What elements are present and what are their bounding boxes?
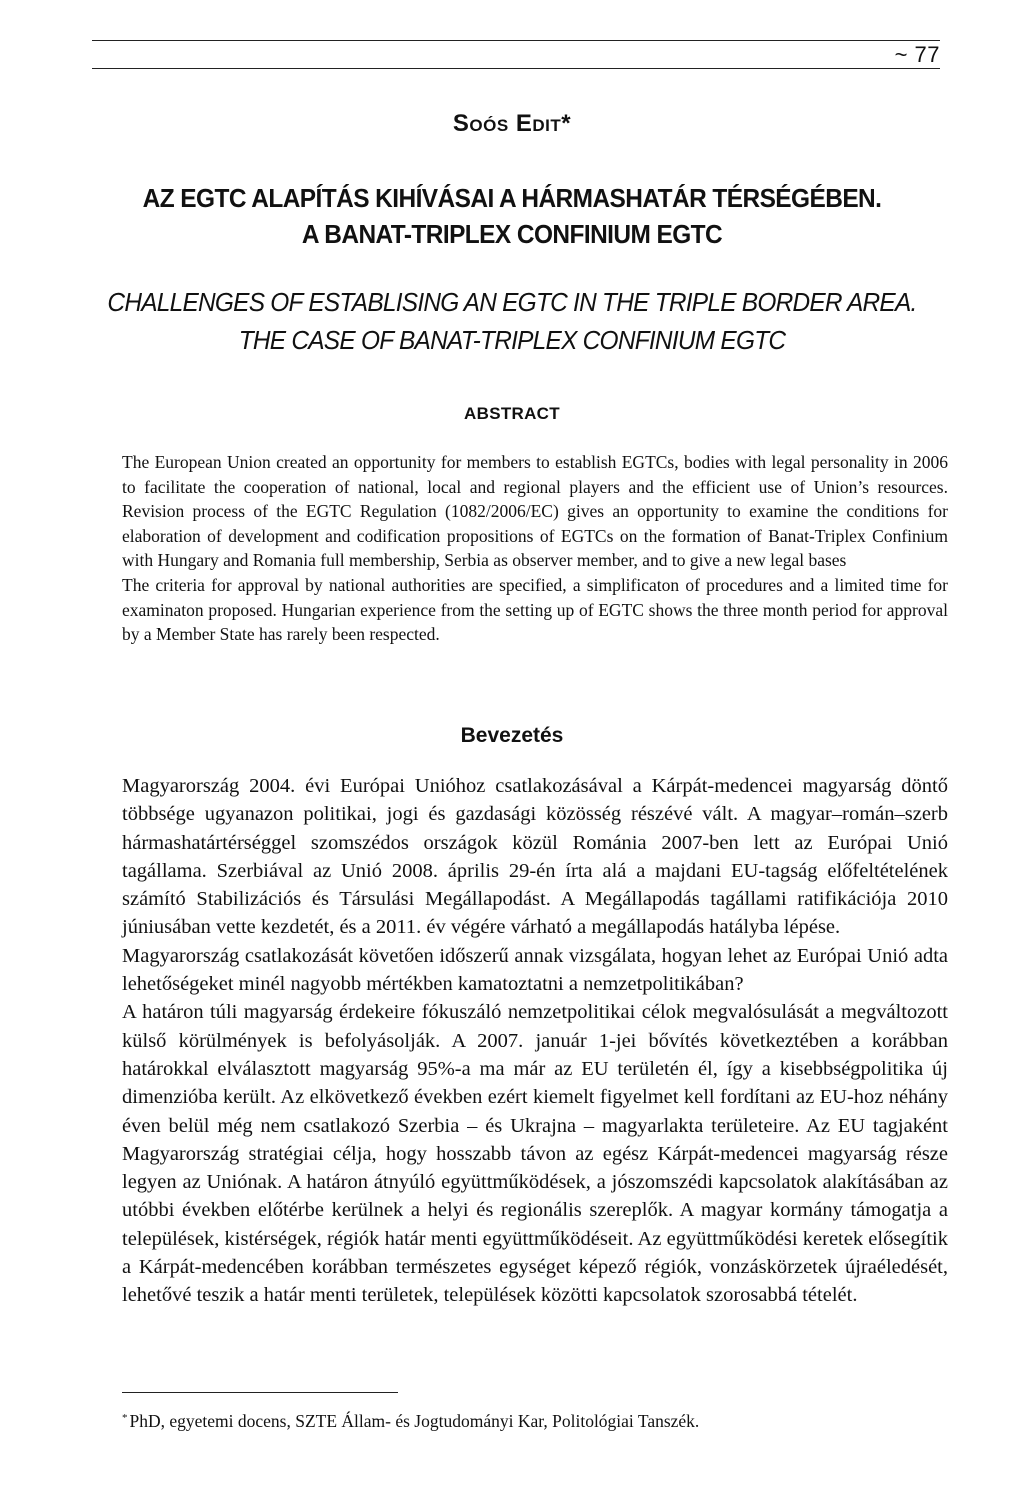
- title-english: [31, 283, 994, 359]
- title-english-line-2: THE CASE OF BANAT-TRIPLEX CONFINIUM EGTC: [238, 325, 786, 355]
- header-rule-bottom: [92, 68, 940, 69]
- footnote-text: PhD, egyetemi docens, SZTE Állam- és Jogtudományi Kar, Politológiai Tanszék.: [129, 1411, 700, 1431]
- section-heading-introduction: Bevezetés: [460, 724, 564, 747]
- footnote-marker: *: [122, 1412, 128, 1424]
- footnote: [122, 1411, 699, 1432]
- body-paragraph-1: Magyarország 2004. évi Európai Unióhoz csatlakozásával a Kárpát-medencei magyarság döntő többsége ugyanazon politikai, jogi és gazdasági közösség részévé vált. A magyar–román–szerb hármashatártérséggel szomszédos országok közül Románia 2007-ben lett az Európai Unió tagállama. Szerbiával az Unió 2008. április 29-én írta alá a majdani EU-tagság előfeltételének számító Stabilizációs és Társulási Megállapodást. A Megállapodás tagállami ratifikációja 2010 júniusában vette kezdetét, és a 2011. év végére várható a megállapodás hatályba lépése.: [122, 775, 948, 939]
- footnote-separator: [122, 1392, 398, 1393]
- title-hungarian-line-1: AZ EGTC ALAPÍTÁS KIHÍVÁSAI A HÁRMASHATÁR TÉRSÉGÉBEN.: [142, 183, 882, 213]
- abstract-body: [122, 450, 948, 647]
- body-paragraph-3: A határon túli magyarság érdekeire fókuszáló nemzetpolitikai célok megvalósulását a megváltozott külső körülmények is befolyásolják. A 2007. január 1-jei bővítés következtében a korábban határokkal elválasztott magyarság 95%-a ma már az EU területén él, így a kisebbségpolitika új dimenzióba került. Az elkövetkező években ezért kiemelt figyelmet kell fordítani az EU-hoz néhány éven belül még nem csatlakozó Szerbia – és Ukrajna – magyarlakta területeire. Az EU tagjaként Magyarország stratégiai célja, hogy hosszabb távon az egész Kárpát-medencei magyarság része legyen az Uniónak. A határon átnyúló együttműködések, a jószomszédi kapcsolatok alakításában az utóbbi években előtérbe kerülnek a helyi és regionális szereplők. A magyar kormány támogatja a települések, kistérségek, régiók határ menti együttműködéseit. Az együttműködési keretek elősegítik a Kárpát-medencében korábban természetes egységet képező régiók, vonzáskörzetek újraéledését, lehetővé teszik a határ menti területek, települések közötti kapcsolatok szorosabbá tételét.: [122, 1001, 948, 1307]
- introduction-body: [122, 772, 948, 1310]
- abstract-paragraph-1: The European Union created an opportunity for members to establish EGTCs, bodies with legal personality in 2006 to facilitate the cooperation of national, local and regional players and the efficient use of Union’s resources. Revision process of the EGTC Regulation (1082/2006/EC) gives an opportunity to examine the conditions for elaboration of development and codification propositions of EGTCs on the formation of Banat-Triplex Confinium with Hungary and Romania full membership, Serbia as observer member, and to give a new legal bases: [122, 452, 948, 571]
- header-rule-top: [92, 40, 940, 41]
- title-hungarian-line-2: A BANAT-TRIPLEX CONFINIUM EGTC: [301, 219, 723, 249]
- page-number: ~ 77: [894, 42, 940, 67]
- author-name: Soós Edit*: [452, 110, 572, 137]
- body-paragraph-2: Magyarország csatlakozását követően időszerű annak vizsgálata, hogyan lehet az Európai Unió adta lehetőségeket minél nagyobb mértékben kamatoztatni a nemzetpolitikában?: [122, 944, 948, 996]
- abstract-paragraph-2: The criteria for approval by national authorities are specified, a simplificaton of procedures and a limited time for examinaton proposed. Hungarian experience from the setting up of EGTC shows the three month period for approval by a Member State has rarely been respected.: [122, 574, 948, 645]
- abstract-heading: ABSTRACT: [464, 404, 560, 423]
- title-hungarian: [31, 180, 994, 252]
- title-english-line-1: CHALLENGES OF ESTABLISING AN EGTC IN THE TRIPLE BORDER AREA.: [107, 287, 917, 317]
